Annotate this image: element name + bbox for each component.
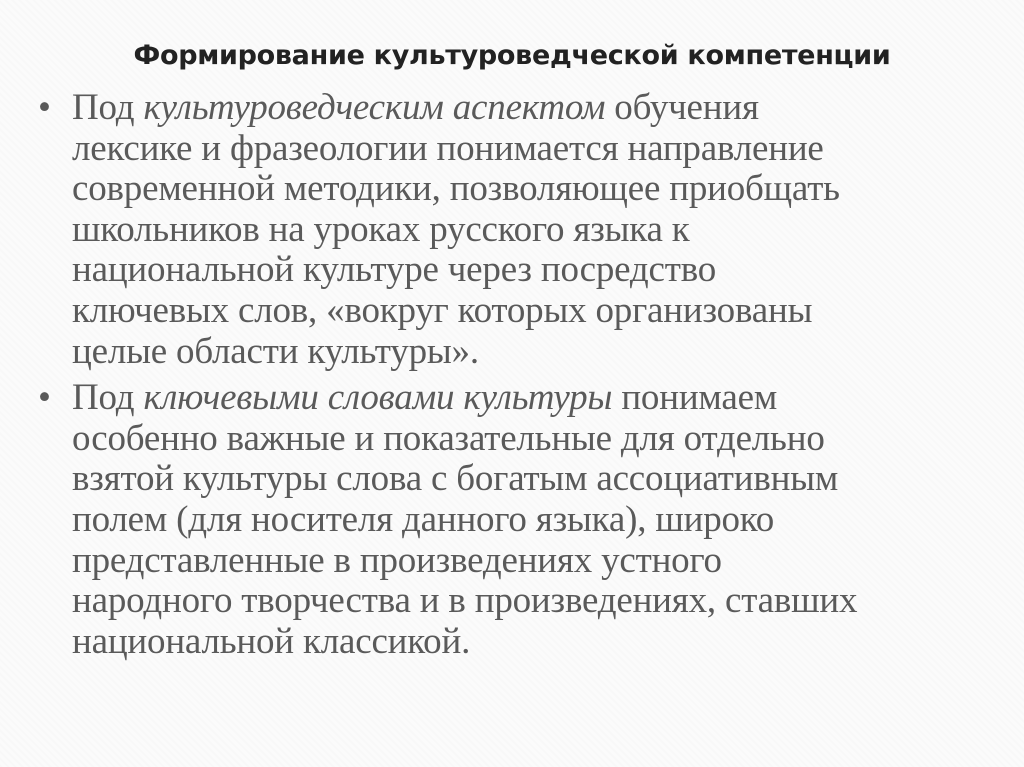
slide-title: Формирование культуроведческой компетенции (133, 40, 891, 71)
bullet-line: целые области культуры». (72, 330, 479, 372)
bullet-line: взятой культуры слова с богатым ассоциативным (72, 458, 839, 500)
bullet-line: представленные в произведениях устного (72, 539, 722, 581)
bullet-line: ключевых слов, «вокруг которых организованы (72, 289, 813, 331)
bullet-icon: • (38, 377, 51, 419)
bullet-line (72, 378, 1013, 419)
emphasized-term: культуроведческим аспектом (143, 87, 606, 128)
bullet-item-1 (38, 88, 1013, 372)
bullet-line: национальной культуре через посредство (72, 249, 717, 291)
bullet-line: современной методики, позволяющее приобщать (72, 168, 840, 210)
emphasized-term: ключевыми словами культуры (143, 377, 613, 419)
bullet-list (38, 88, 1013, 668)
bullet-line (72, 88, 1013, 129)
bullet-line: национальной классикой. (72, 620, 471, 662)
bullet-line: полем (для носителя данного языка), широко (72, 498, 775, 540)
bullet-line: лексике и фразеологии понимается направление (72, 127, 824, 169)
text-run: понимаем (612, 377, 778, 419)
text-run: обучения (605, 87, 759, 128)
bullet-line: школьников на уроках русского языка к (72, 208, 690, 250)
text-run: Под (72, 87, 144, 128)
bullet-icon: • (38, 87, 51, 128)
text-run: Под (72, 377, 144, 419)
bullet-line: особенно важные и показательные для отдельно (72, 417, 825, 459)
bullet-line: народного творчества и в произведениях, ставших (72, 580, 858, 622)
bullet-item-2 (38, 378, 1013, 662)
